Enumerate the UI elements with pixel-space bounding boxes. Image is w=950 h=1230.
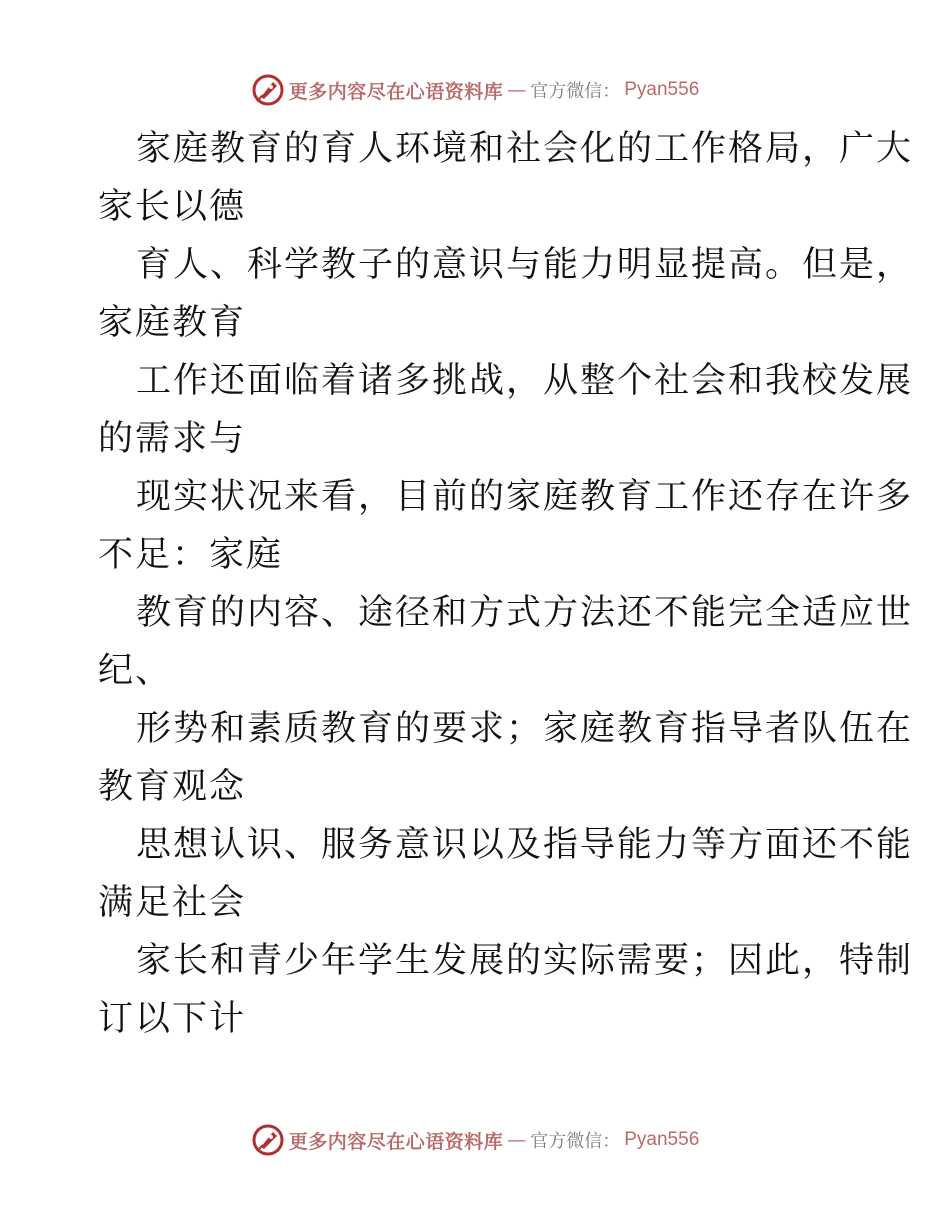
- footer-wechat-id: Pyan556: [624, 1129, 700, 1150]
- text-line: 满足社会: [98, 883, 247, 923]
- text-line: 家庭教育: [98, 303, 247, 343]
- text-line: 家庭教育的育人环境和社会化的工作格局，广大: [136, 129, 914, 169]
- text-line: 家长以德: [98, 187, 247, 227]
- text-line: 的需求与: [98, 419, 247, 459]
- header-banner-inner: [251, 73, 700, 107]
- footer-banner-inner: [251, 1123, 700, 1157]
- header-banner-separator: —: [507, 79, 527, 101]
- text-line: 家长和青少年学生发展的实际需要；因此，特制: [136, 941, 914, 981]
- header-banner: [0, 70, 950, 110]
- pen-nib-logo-icon: [251, 73, 285, 107]
- footer-banner-text: 更多内容尽在心语资料库: [288, 1130, 504, 1153]
- text-line: 订以下计: [98, 999, 247, 1039]
- text-line: 思想认识、服务意识以及指导能力等方面还不能: [136, 825, 914, 865]
- footer-banner: [0, 1120, 950, 1160]
- text-line: 教育观念: [98, 767, 247, 807]
- header-banner-text: 更多内容尽在心语资料库: [288, 80, 504, 103]
- body-text: [98, 120, 914, 1048]
- text-line: 纪、: [98, 651, 173, 691]
- text-line: 形势和素质教育的要求；家庭教育指导者队伍在: [136, 709, 914, 749]
- footer-banner-separator: —: [507, 1129, 527, 1151]
- header-wechat-label: 官方微信：: [530, 81, 621, 102]
- text-line: 育人、科学教子的意识与能力明显提高。但是，: [136, 245, 914, 285]
- text-line: 工作还面临着诸多挑战，从整个社会和我校发展: [136, 361, 914, 401]
- text-line: 不足：家庭: [98, 535, 284, 575]
- header-wechat-id: Pyan556: [624, 79, 700, 100]
- text-line: 教育的内容、途径和方式方法还不能完全适应世: [136, 593, 914, 633]
- pen-nib-logo-icon: [251, 1123, 285, 1157]
- footer-wechat-label: 官方微信：: [530, 1131, 621, 1152]
- text-line: 现实状况来看，目前的家庭教育工作还存在许多: [136, 477, 914, 517]
